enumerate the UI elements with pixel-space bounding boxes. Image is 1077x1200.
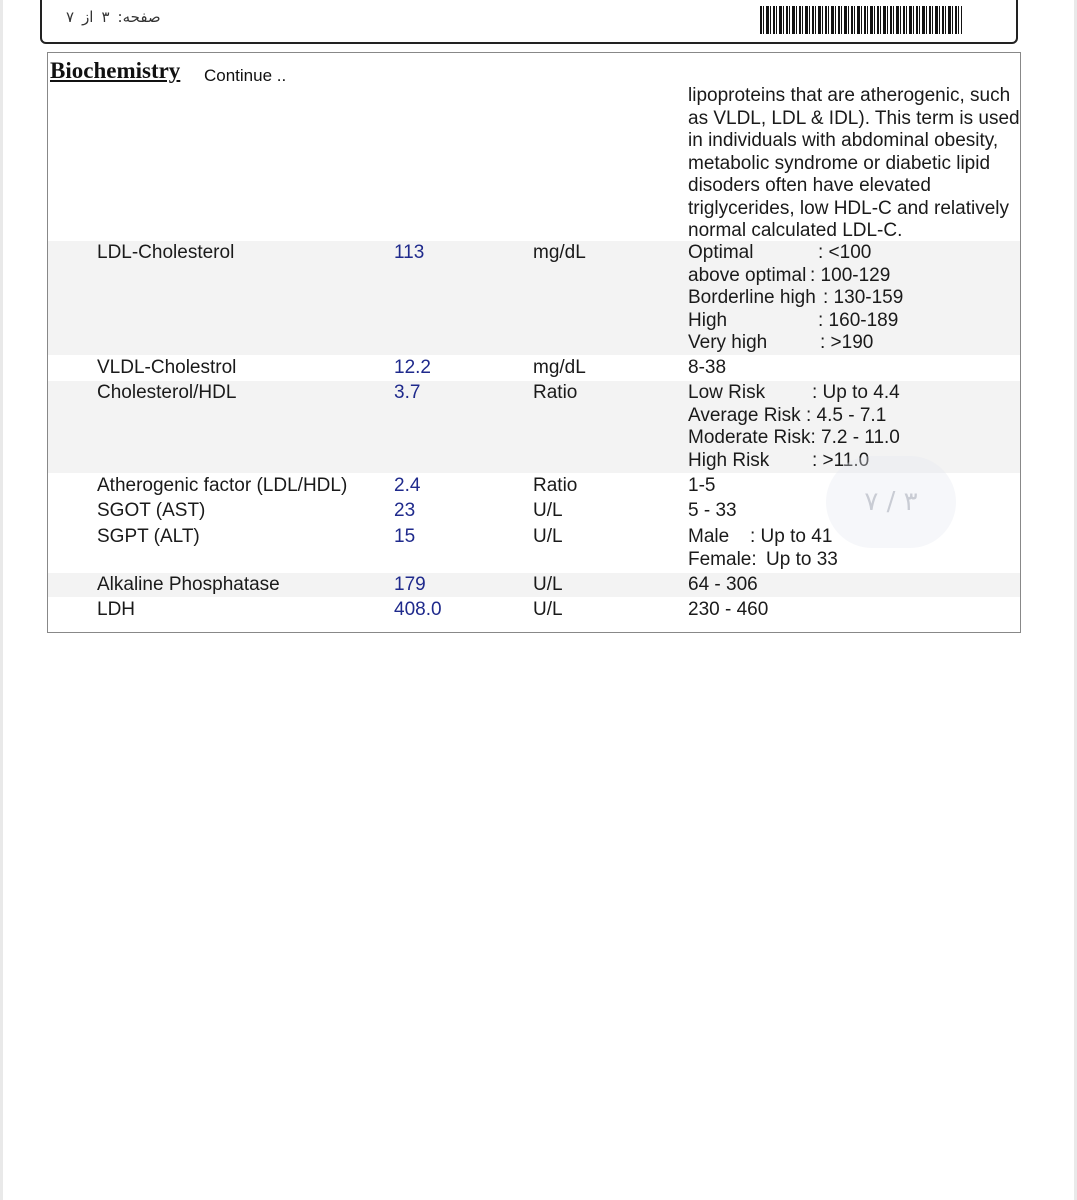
ref-range: Up to 33	[766, 548, 838, 570]
test-ref-atherogenic: 1-5	[688, 475, 716, 496]
intro-note-line: in individuals with abdominal obesity,	[688, 130, 999, 151]
intro-note-line: metabolic syndrome or diabetic lipid	[688, 152, 991, 174]
test-ref-ldl	[688, 242, 903, 355]
ref-label: Low Risk	[688, 382, 766, 403]
test-ref-sgpt	[688, 526, 838, 571]
intro-note-line: lipoproteins that are atherogenic, such	[688, 85, 1011, 106]
test-value-vldl: 12.2	[394, 357, 431, 378]
test-ref-alp: 64 - 306	[688, 574, 758, 595]
ref-range: : 100-129	[810, 264, 891, 286]
page-of: از	[82, 8, 94, 26]
test-value-ldl: 113	[394, 242, 425, 263]
ref-label: High Risk	[688, 449, 770, 471]
test-value-sgpt: 15	[394, 526, 416, 547]
intro-note-line: as VLDL, LDL & IDL). This term is used	[688, 107, 1020, 129]
test-ref-sgot: 5 - 33	[688, 500, 737, 521]
ref-label: above optimal	[688, 264, 807, 286]
ref-label: Optimal	[688, 242, 754, 263]
test-ref-vldl: 8-38	[688, 357, 727, 378]
test-name-chol-hdl: Cholesterol/HDL	[97, 382, 237, 403]
intro-note	[688, 85, 1020, 243]
ref-range: : Up to 4.4	[812, 382, 900, 403]
page-total: ۷	[66, 8, 75, 26]
page-number	[62, 8, 182, 32]
test-name-ldl: LDL-Cholesterol	[97, 242, 235, 263]
barcode	[760, 6, 962, 34]
section-subtitle: Continue ..	[204, 66, 287, 85]
intro-note-line: triglycerides, low HDL-C and relatively	[688, 197, 1009, 219]
test-value-alp: 179	[394, 574, 426, 595]
test-value-chol-hdl: 3.7	[394, 382, 421, 403]
test-unit-sgpt: U/L	[533, 526, 563, 547]
test-name-sgpt: SGPT (ALT)	[97, 526, 200, 547]
ref-label: Moderate Risk:	[688, 427, 816, 448]
test-value-sgot: 23	[394, 500, 416, 521]
test-unit-vldl: mg/dL	[533, 357, 586, 378]
intro-note-line: disoders often have elevated	[688, 175, 931, 196]
ref-label: Very high	[688, 332, 768, 353]
test-value-atherogenic: 2.4	[394, 475, 421, 496]
test-unit-ldh: U/L	[533, 599, 563, 620]
ref-range: : <100	[818, 242, 872, 263]
test-unit-alp: U/L	[533, 574, 563, 595]
ref-range: : >190	[820, 332, 874, 353]
intro-note-line: normal calculated LDL-C.	[688, 220, 903, 241]
test-name-alp: Alkaline Phosphatase	[97, 574, 280, 595]
ref-range: 7.2 - 11.0	[821, 427, 900, 448]
section-title: Biochemistry	[50, 58, 181, 83]
ref-label: Average Risk	[688, 404, 801, 426]
test-unit-atherogenic: Ratio	[533, 475, 578, 496]
test-name-atherogenic: Atherogenic factor (LDL/HDL)	[97, 475, 348, 496]
test-unit-sgot: U/L	[533, 500, 563, 521]
test-unit-chol-hdl: Ratio	[533, 382, 578, 403]
ref-label: Female:	[688, 548, 757, 570]
ref-range: : >11.0	[812, 449, 870, 471]
test-unit-ldl: mg/dL	[533, 242, 586, 263]
test-name-ldh: LDH	[97, 599, 136, 620]
page-word: صفحه:	[117, 8, 161, 26]
ref-label: High	[688, 309, 728, 331]
test-ref-ldh: 230 - 460	[688, 599, 769, 620]
page-current: ۳	[101, 8, 110, 26]
ref-label: Borderline high	[688, 287, 816, 308]
ref-range: : 130-159	[823, 287, 904, 308]
ref-range: : 160-189	[818, 309, 899, 331]
ref-range: : 4.5 - 7.1	[806, 404, 887, 426]
ref-label: Male	[688, 526, 730, 547]
ref-range: : Up to 41	[750, 526, 833, 547]
page-edge-left	[0, 0, 3, 1200]
test-name-sgot: SGOT (AST)	[97, 500, 206, 521]
page-stamp: ۷ / ۳	[826, 456, 956, 548]
test-value-ldh: 408.0	[394, 599, 442, 620]
test-name-vldl: VLDL-Cholestrol	[97, 357, 237, 378]
